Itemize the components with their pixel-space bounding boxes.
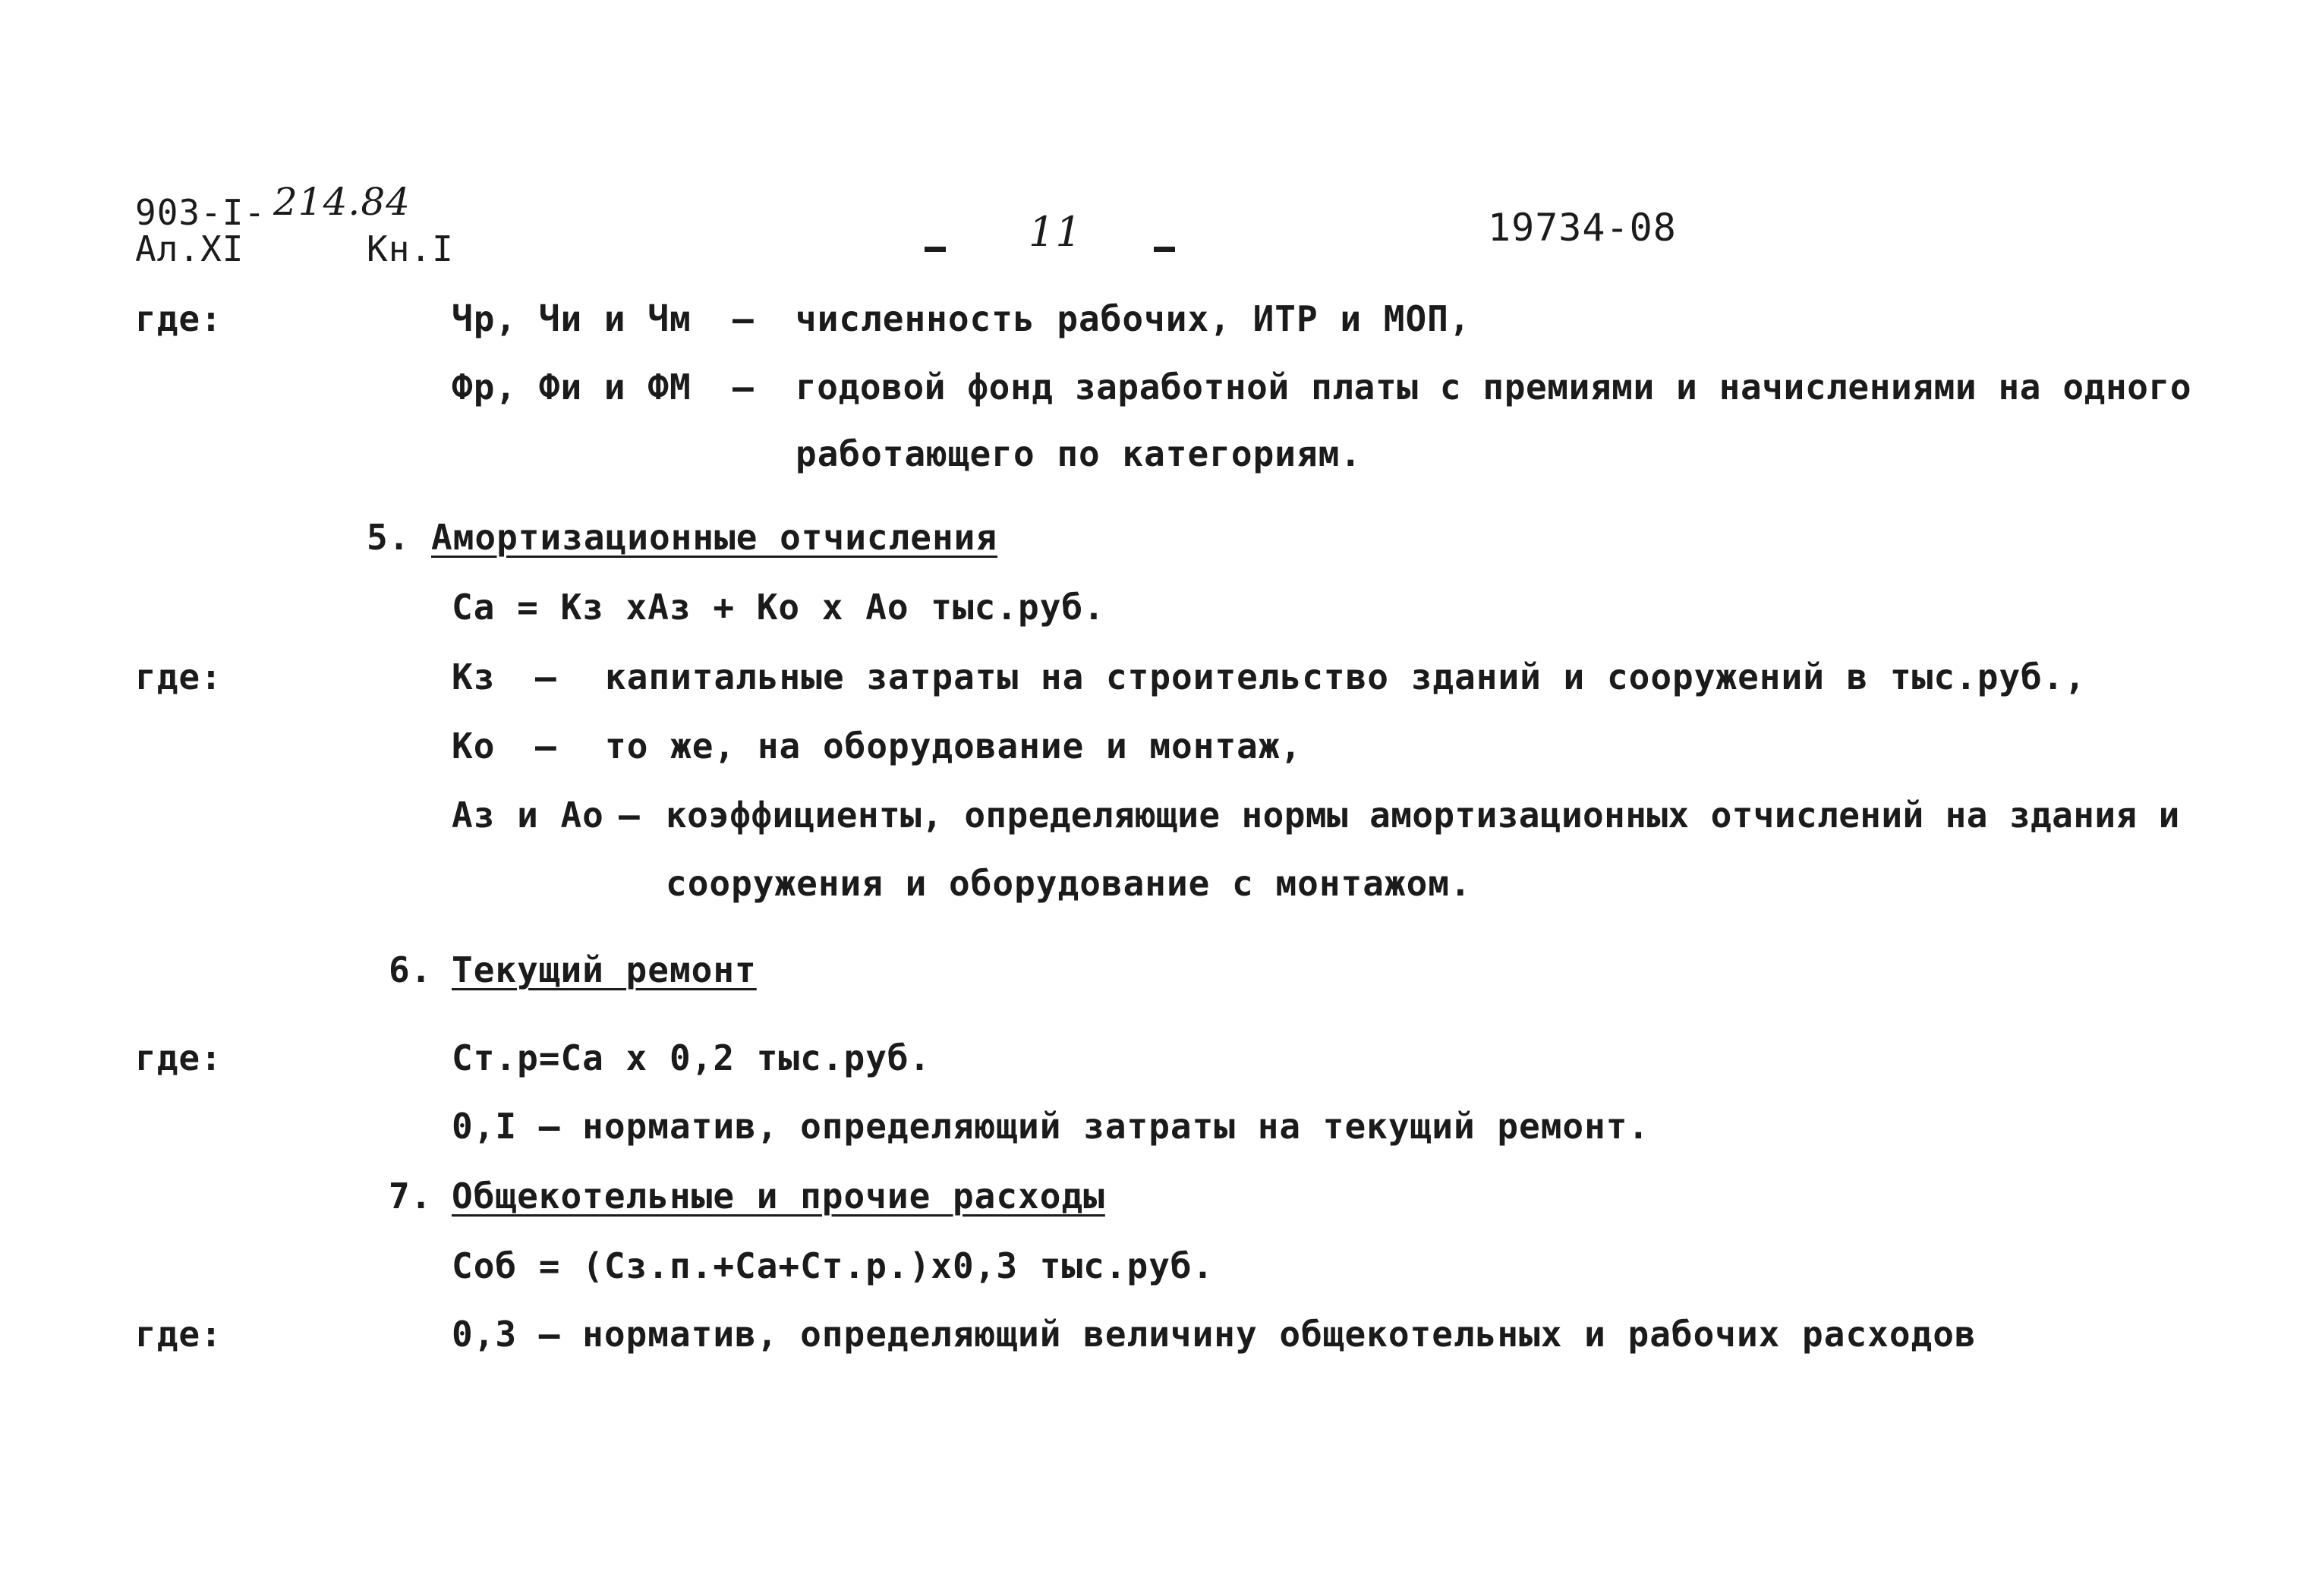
doc-code-prefix: 903-I- (135, 192, 266, 233)
def-dash: – (535, 726, 557, 767)
section-title: Общекотельные и прочие расходы (452, 1176, 1105, 1217)
def-dash: – (733, 367, 755, 408)
where-label: где: (135, 656, 222, 697)
def-text: коэффициенты, определяющие нормы амортизационных отчислений на здания и (666, 795, 2180, 836)
doc-code-handwritten: 214.84 (273, 180, 411, 224)
formula: Соб = (Сз.п.+Са+Ст.р.)х0,3 тыс.руб. (452, 1245, 1215, 1286)
book-label: Кн.I (367, 228, 454, 269)
def-text-continuation: работающего по категориям. (796, 433, 1363, 474)
def-text: то же, на оборудование и монтаж, (605, 726, 1303, 767)
where-label: где: (135, 1037, 222, 1078)
section-number: 7. (389, 1176, 433, 1217)
section-number: 5. (367, 517, 411, 558)
def-text: численность рабочих, ИТР и МОП, (796, 298, 1471, 339)
def-term: Ко (452, 726, 496, 767)
page-number: 11 (1029, 208, 1082, 256)
where-label: где: (135, 1314, 222, 1355)
archive-number: 19734-08 (1488, 206, 1677, 250)
note: 0,I – норматив, определяющий затраты на текущий ремонт. (452, 1106, 1650, 1147)
def-dash: – (733, 298, 755, 339)
def-dash: – (619, 795, 641, 836)
def-term: Аз и Ао (452, 795, 604, 836)
def-text: годовой фонд заработной платы с премиями и начислениями на одного (796, 367, 2192, 408)
def-text: капитальные затраты на строительство зданий и сооружений в тыс.руб., (605, 656, 2087, 697)
def-term: Кз (452, 656, 496, 697)
album-label: Ал.XI (135, 228, 244, 269)
def-text-continuation: сооружения и оборудование с монтажом. (666, 863, 1472, 904)
formula: Са = Кз хАз + Ко х Ао тыс.руб. (452, 587, 1105, 628)
page-dash-left (925, 247, 946, 252)
section-title: Текущий ремонт (452, 949, 757, 990)
formula: Ст.р=Са х 0,2 тыс.руб. (452, 1037, 931, 1078)
note: 0,3 – норматив, определяющий величину общекотельных и рабочих расходов (452, 1314, 1977, 1355)
page-dash-right (1154, 247, 1175, 252)
def-term: Фр, Фи и ФМ (452, 367, 692, 408)
section-number: 6. (389, 949, 433, 990)
def-dash: – (535, 656, 557, 697)
def-term: Чр, Чи и Чм (452, 298, 692, 339)
section-title: Амортизационные отчисления (431, 517, 998, 558)
where-label: где: (135, 298, 222, 339)
